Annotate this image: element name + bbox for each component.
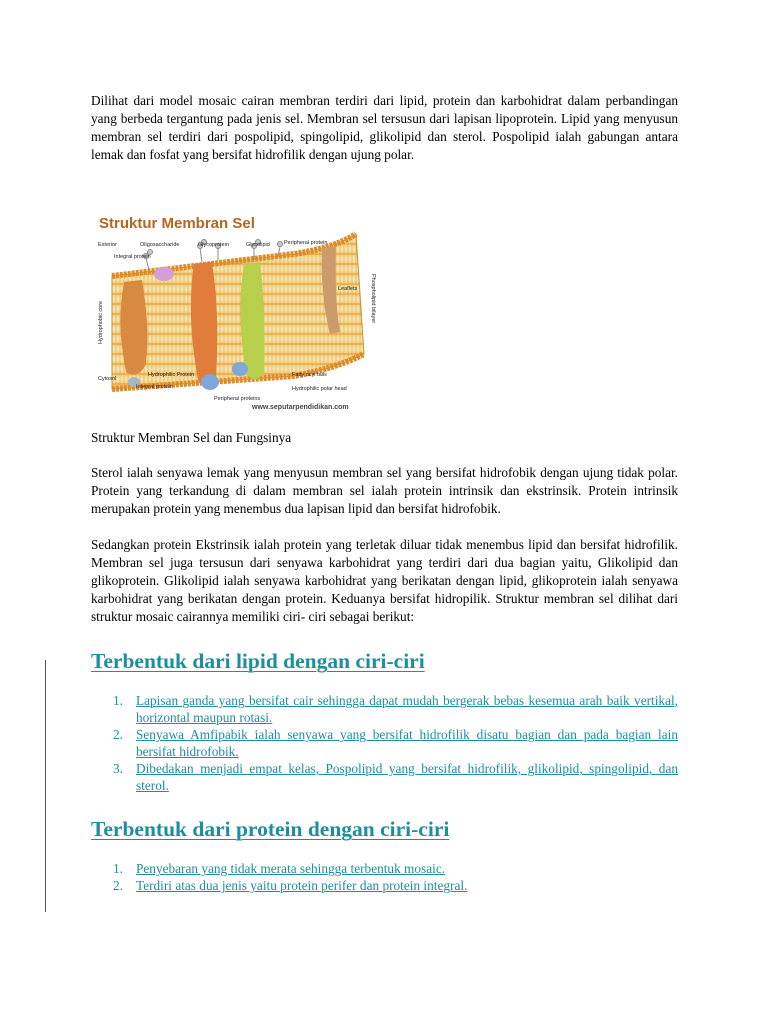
- label-leaflets: Leaflets: [338, 286, 358, 292]
- list-item[interactable]: 2. Senyawa Amfipabik ialah senyawa yang bersifat hidrofilik disatu bagian dan pada bagian lain bersifat hidrofobik.: [113, 727, 678, 759]
- intro-section: [91, 92, 678, 164]
- list-item[interactable]: 1. Penyebaran yang tidak merata sehingga terbentuk mosaic.: [113, 861, 446, 876]
- label-integral-protein-top: Integral protein: [114, 254, 151, 260]
- paragraph-sterol: Sterol ialah senyawa lemak yang menyusun membran sel yang bersifat hidrofobik dengan ujung tidak polar. Protein yang terkandung di dalam membran sel ialah protein intrinsik dan ekstrinsik. Protein intrinsik merupakan protein yang menembus dua lapisan lipid dan bersifat hidrofobik.: [91, 465, 678, 516]
- peripheral-protein-bottom-2: [232, 362, 248, 376]
- membrane-diagram: [94, 204, 380, 412]
- figure-caption: Struktur Membran Sel dan Fungsinya: [91, 430, 292, 445]
- integral-protein-left: [120, 280, 147, 375]
- label-phospholipid-bilayer: Phospholipid bilayer: [370, 274, 376, 324]
- label-glycolipid: Glycolipid: [246, 242, 270, 248]
- label-cytosol: Cytosol: [98, 376, 117, 382]
- heading-lipid: Terbentuk dari lipid dengan ciri-ciri: [91, 649, 425, 673]
- label-integral-protein-bottom: Integral protein: [136, 384, 173, 390]
- list-item[interactable]: 3. Dibedakan menjadi empat kelas, Pospolipid yang bersifat hidrofilik, glikolipid, spingolipid, dan sterol.: [113, 761, 678, 793]
- main-content: [91, 464, 678, 894]
- list-item[interactable]: 2. Terdiri atas dua jenis yaitu protein perifer dan protein integral.: [113, 878, 468, 893]
- watermark: www.seputarpendidikan.com: [252, 404, 349, 411]
- list-item[interactable]: 1. Lapisan ganda yang bersifat cair sehingga dapat mudah bergerak bebas kesemua arah baik vertikal, horizontal maupun rotasi.: [113, 693, 678, 725]
- label-exterior: Exterior: [98, 242, 117, 248]
- list-lipid: [91, 692, 678, 794]
- heading-protein: Terbentuk dari protein dengan ciri-ciri: [91, 817, 450, 841]
- figure-title: Struktur Membran Sel: [99, 215, 255, 232]
- list-protein: [91, 860, 678, 894]
- margin-rule: [45, 660, 46, 912]
- label-oligosaccharide: Oligosaccharide: [140, 242, 180, 248]
- peripheral-protein-top: [154, 267, 174, 281]
- membrane-figure: [94, 204, 380, 412]
- paragraph-protein: Sedangkan protein Ekstrinsik ialah protein yang terletak diluar tidak menembus lipid dan bersifat hidrofilik. Membran sel juga tersusun dari senyawa karbohidrat yang terdiri dari dua bagian yaitu, Glikolipid dan glikoprotein. Glikolipid ialah senyawa karbohidrat yang berikatan dengan lipid, glikoprotein ialah senyawa karbohidrat yang berikatan dengan protein. Keduanya bersifat hidropilik. Struktur membran sel dilihat dari struktur mosaic cairannya memiliki ciri- ciri sebagai berikut:: [91, 537, 678, 624]
- label-hydrophobic-core: Hydrophobic core: [98, 300, 104, 344]
- label-peripheral-protein: Peripheral protein: [284, 240, 328, 246]
- label-hydrophilic-polar-head: Hydrophilic polar head: [292, 386, 347, 392]
- peripheral-protein-bottom-1: [201, 374, 219, 390]
- label-hydrophilic-protein: Hydrophilic Protein: [148, 372, 195, 378]
- label-glycoprotein: Glycoprotein: [198, 242, 229, 248]
- paragraph-intro: Dilihat dari model mosaic cairan membran terdiri dari lipid, protein dan karbohidrat dalam perbandingan yang berbeda tergantung pada jenis sel. Membran sel tersusun dari lapisan lipoprotein. Lipid yang menyusun membran sel terdiri dari pospolipid, spingolipid, glikolipid dan sterol. Pospolipid ialah gabungan antara lemak dan fosfat yang bersifat hidrofilik dengan ujung polar.: [91, 93, 678, 162]
- label-fatty-acyl-tails: Fatty acyl tails: [292, 372, 327, 378]
- label-peripheral-proteins: Peripheral proteins: [214, 396, 261, 402]
